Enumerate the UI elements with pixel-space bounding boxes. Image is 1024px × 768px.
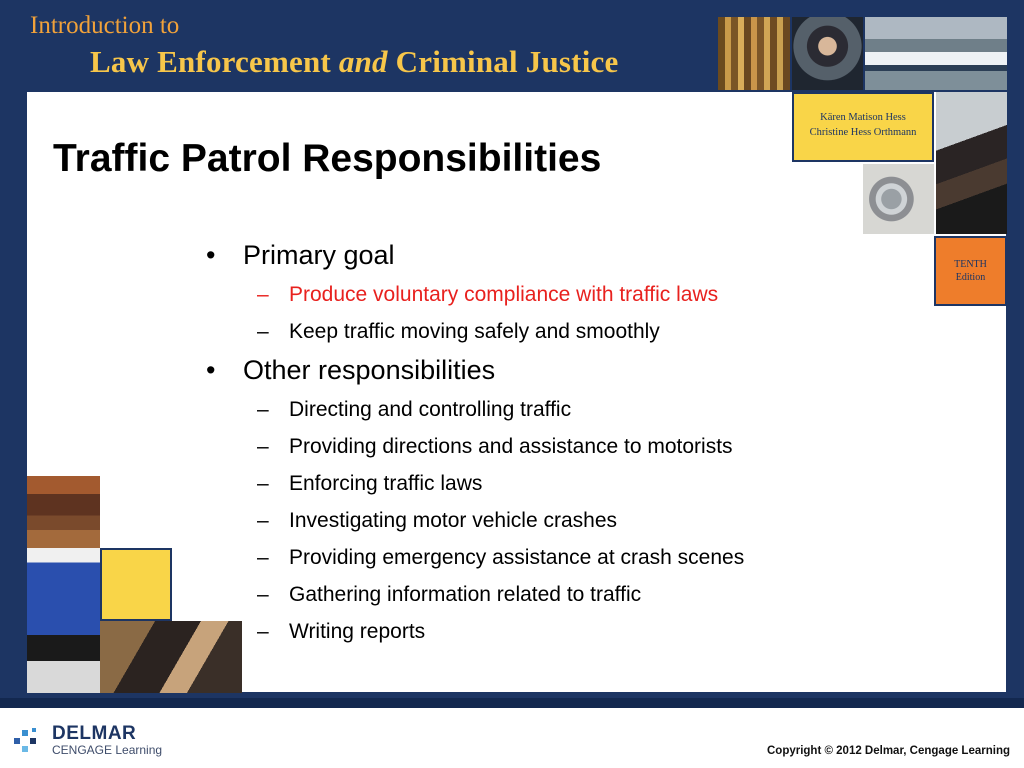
dash-icon: – [257, 583, 269, 606]
dash-icon: – [257, 283, 269, 306]
patrol-boat-photo [865, 17, 1007, 90]
sub-bullet-label: Writing reports [289, 620, 426, 643]
bullet-item [206, 353, 866, 388]
dash-icon: – [257, 546, 269, 569]
book-title-and: and [338, 44, 388, 79]
sub-bullet-label: Enforcing traffic laws [289, 472, 483, 495]
book-title-part2: Criminal Justice [387, 44, 619, 79]
dash-icon: – [257, 472, 269, 495]
dash-icon: – [257, 509, 269, 532]
sub-bullet-item [206, 502, 866, 539]
sub-bullet-list [206, 276, 866, 350]
sub-bullet-label: Providing emergency assistance at crash scenes [289, 546, 745, 569]
authors-tile [792, 92, 934, 162]
edition-line2: Edition [955, 272, 986, 283]
sub-bullet-item [206, 576, 866, 613]
bullet-item [206, 238, 866, 273]
authors-text [794, 110, 932, 140]
author-2: Christine Hess Orthmann [809, 127, 917, 138]
security-officer-photo [27, 548, 100, 693]
sub-bullet-item-highlighted [206, 276, 866, 313]
subitem-group [206, 391, 866, 650]
sub-bullet-label: Gathering information related to traffic [289, 583, 642, 606]
delmar-logo-icon [12, 726, 42, 756]
bullet-label: Primary goal [243, 240, 395, 270]
copyright-text: Copyright © 2012 Delmar, Cengage Learning [766, 745, 1010, 757]
sub-bullet-item [206, 613, 866, 650]
sub-bullet-label: Produce voluntary compliance with traffic laws [289, 283, 719, 306]
bullet-list [206, 238, 866, 653]
sub-bullet-item [206, 539, 866, 576]
sub-bullet-label: Investigating motor vehicle crashes [289, 509, 617, 532]
subitem-group [206, 276, 866, 350]
dash-icon: – [257, 620, 269, 643]
dash-icon: – [257, 398, 269, 421]
courtroom-photo [27, 476, 100, 548]
sub-bullet-item [206, 428, 866, 465]
sub-bullet-item [206, 465, 866, 502]
prison-corridor-photo [718, 17, 790, 90]
edition-tile [934, 236, 1007, 306]
sub-bullet-label: Providing directions and assistance to motorists [289, 435, 733, 458]
edition-text [936, 258, 1005, 284]
author-1: Kären Matison Hess [820, 112, 906, 123]
sub-bullet-item [206, 313, 866, 350]
yellow-tile [100, 548, 172, 621]
edition-line1: TENTH [954, 259, 987, 270]
handcuffs-photo [863, 164, 934, 234]
dash-icon: – [257, 435, 269, 458]
bullet-label: Other responsibilities [243, 355, 496, 385]
slide-title: Traffic Patrol Responsibilities [53, 137, 602, 180]
footer [0, 708, 1024, 768]
dash-icon: – [257, 320, 269, 343]
bullet-icon: • [206, 240, 216, 270]
sub-bullet-label: Directing and controlling traffic [289, 398, 572, 421]
bullet-icon: • [206, 355, 216, 385]
binoculars-officer-photo [936, 92, 1007, 234]
logo-primary-text: DELMAR [52, 723, 137, 744]
logo-secondary-text: CENGAGE Learning [52, 743, 163, 757]
book-title-part1: Law Enforcement [90, 44, 339, 79]
riot-officer-photo [792, 17, 863, 90]
sub-bullet-item [206, 391, 866, 428]
book-title-line2 [90, 44, 618, 80]
sub-bullet-label: Keep traffic moving safely and smoothly [289, 320, 660, 343]
book-title-line1: Introduction to [30, 12, 180, 39]
sub-bullet-list [206, 391, 866, 650]
